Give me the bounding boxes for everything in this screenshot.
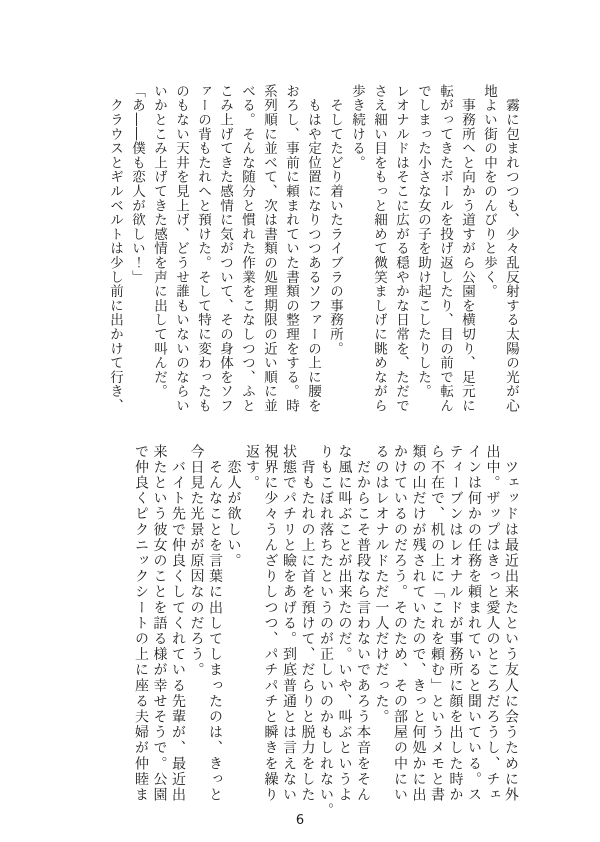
text-line: 系列順に並べて、次は書類の処理期限の近い順に並 <box>261 84 277 413</box>
text-line: ティーブンはレオナルドが事務所に顔を出した時か <box>447 444 464 803</box>
text-line: 歩き続ける。 <box>349 84 365 170</box>
text-line: な風に叫ぶことが出来たのだ。いや、叫ぶというよ <box>336 444 353 803</box>
text-line: ら不在で、机の上に「これを頼む」というメモと書 <box>429 444 445 803</box>
text-line: こみ上げてきた感情に気がついて、その身体をソフ <box>217 84 233 413</box>
text-line: もはや定位置になりつつあるソファーの上に腰を <box>305 84 321 413</box>
lower-text-block <box>132 444 521 822</box>
text-line: クラウスとギルベルトは少し前に出かけて行き、 <box>107 84 123 413</box>
text-line: でしまった小さな女の子を助け起こしたりした。 <box>415 84 431 399</box>
text-line: かけているのだろう。そのため、その部屋の中にい <box>392 444 408 803</box>
text-line: いかとこみ上げてきた感情を声に出して叫んだ。 <box>151 84 167 399</box>
text-line: 今日見た光景が原因なのだろう。 <box>188 444 205 678</box>
text-line: 背もたれの上に首を預けて、だらりと脱力をした <box>299 444 316 803</box>
text-line: 地よい街の中をのんびりと歩く。 <box>481 84 497 299</box>
text-line: そしてたどり着いたライブラの事務所。 <box>327 84 343 356</box>
text-line: 視界に少々うんざりしつつ、パチパチと瞬きを繰り <box>262 444 279 803</box>
text-line: 出中。ザップはきっと愛人のところだろうし、チェ <box>484 444 501 803</box>
text-line: 状態でパチリと瞼をあげる。到底普通とは言えない <box>281 444 297 803</box>
text-line: で仲良くピクニックシートの上に座る夫婦が仲睦ま <box>133 444 149 803</box>
text-line: おろし、事前に頼まれていた書類の整理をする。時 <box>283 84 299 413</box>
text-line: ツェッドは最近出来たという友人に会うために外 <box>503 444 519 803</box>
text-line: 類の山だけが残されていたので、きっと何処かに出 <box>410 444 427 803</box>
text-line: 来たという彼女のことを語る様が幸せそうで。公園 <box>151 444 168 803</box>
text-line: りもこぼれ落ちたというのが正しいのかもしれない。 <box>318 444 334 819</box>
text-line: レオナルドはそこに広がる穏やかな日常を、ただで <box>393 84 409 413</box>
text-line: ァーの背もたれへと預けた。そして特に変わったも <box>195 84 211 413</box>
text-line: 返す。 <box>244 444 260 491</box>
text-line: バイト先で仲良くしてくれている先輩が、最近出 <box>170 444 186 803</box>
text-line: 転がってきたボールを投げ返したり、目の前で転ん <box>437 84 453 413</box>
page-number: 6 <box>295 813 305 828</box>
text-line: 霧に包まれつつも、少々乱反射する太陽の光が心 <box>503 84 519 413</box>
text-line: るのはレオナルドただ一人だけだった。 <box>373 444 390 725</box>
text-line: だからこそ普段なら言わないであろう本音をそん <box>355 444 371 803</box>
text-line: 「あ――僕も恋人が欲しい！」 <box>129 84 145 285</box>
text-line: のもない天井を見上げ、どうせ誰もいないのならい <box>173 84 189 413</box>
text-line: そんなことを言葉に出してしまったのは、きっと <box>207 444 223 803</box>
upper-text-block <box>104 84 522 434</box>
text-line: さえ細い目をもっと細めて微笑ましげに眺めながら <box>371 84 387 413</box>
text-line: べる。そんな随分と慣れた作業をこなしつつ、ふと <box>239 84 255 413</box>
text-line: 恋人が欲しい。 <box>225 444 242 569</box>
text-line: 事務所へと向かう道すがら公園を横切り、足元に <box>459 84 475 413</box>
text-line: インは何かの任務を頼まれていると聞いている。ス <box>466 444 482 803</box>
